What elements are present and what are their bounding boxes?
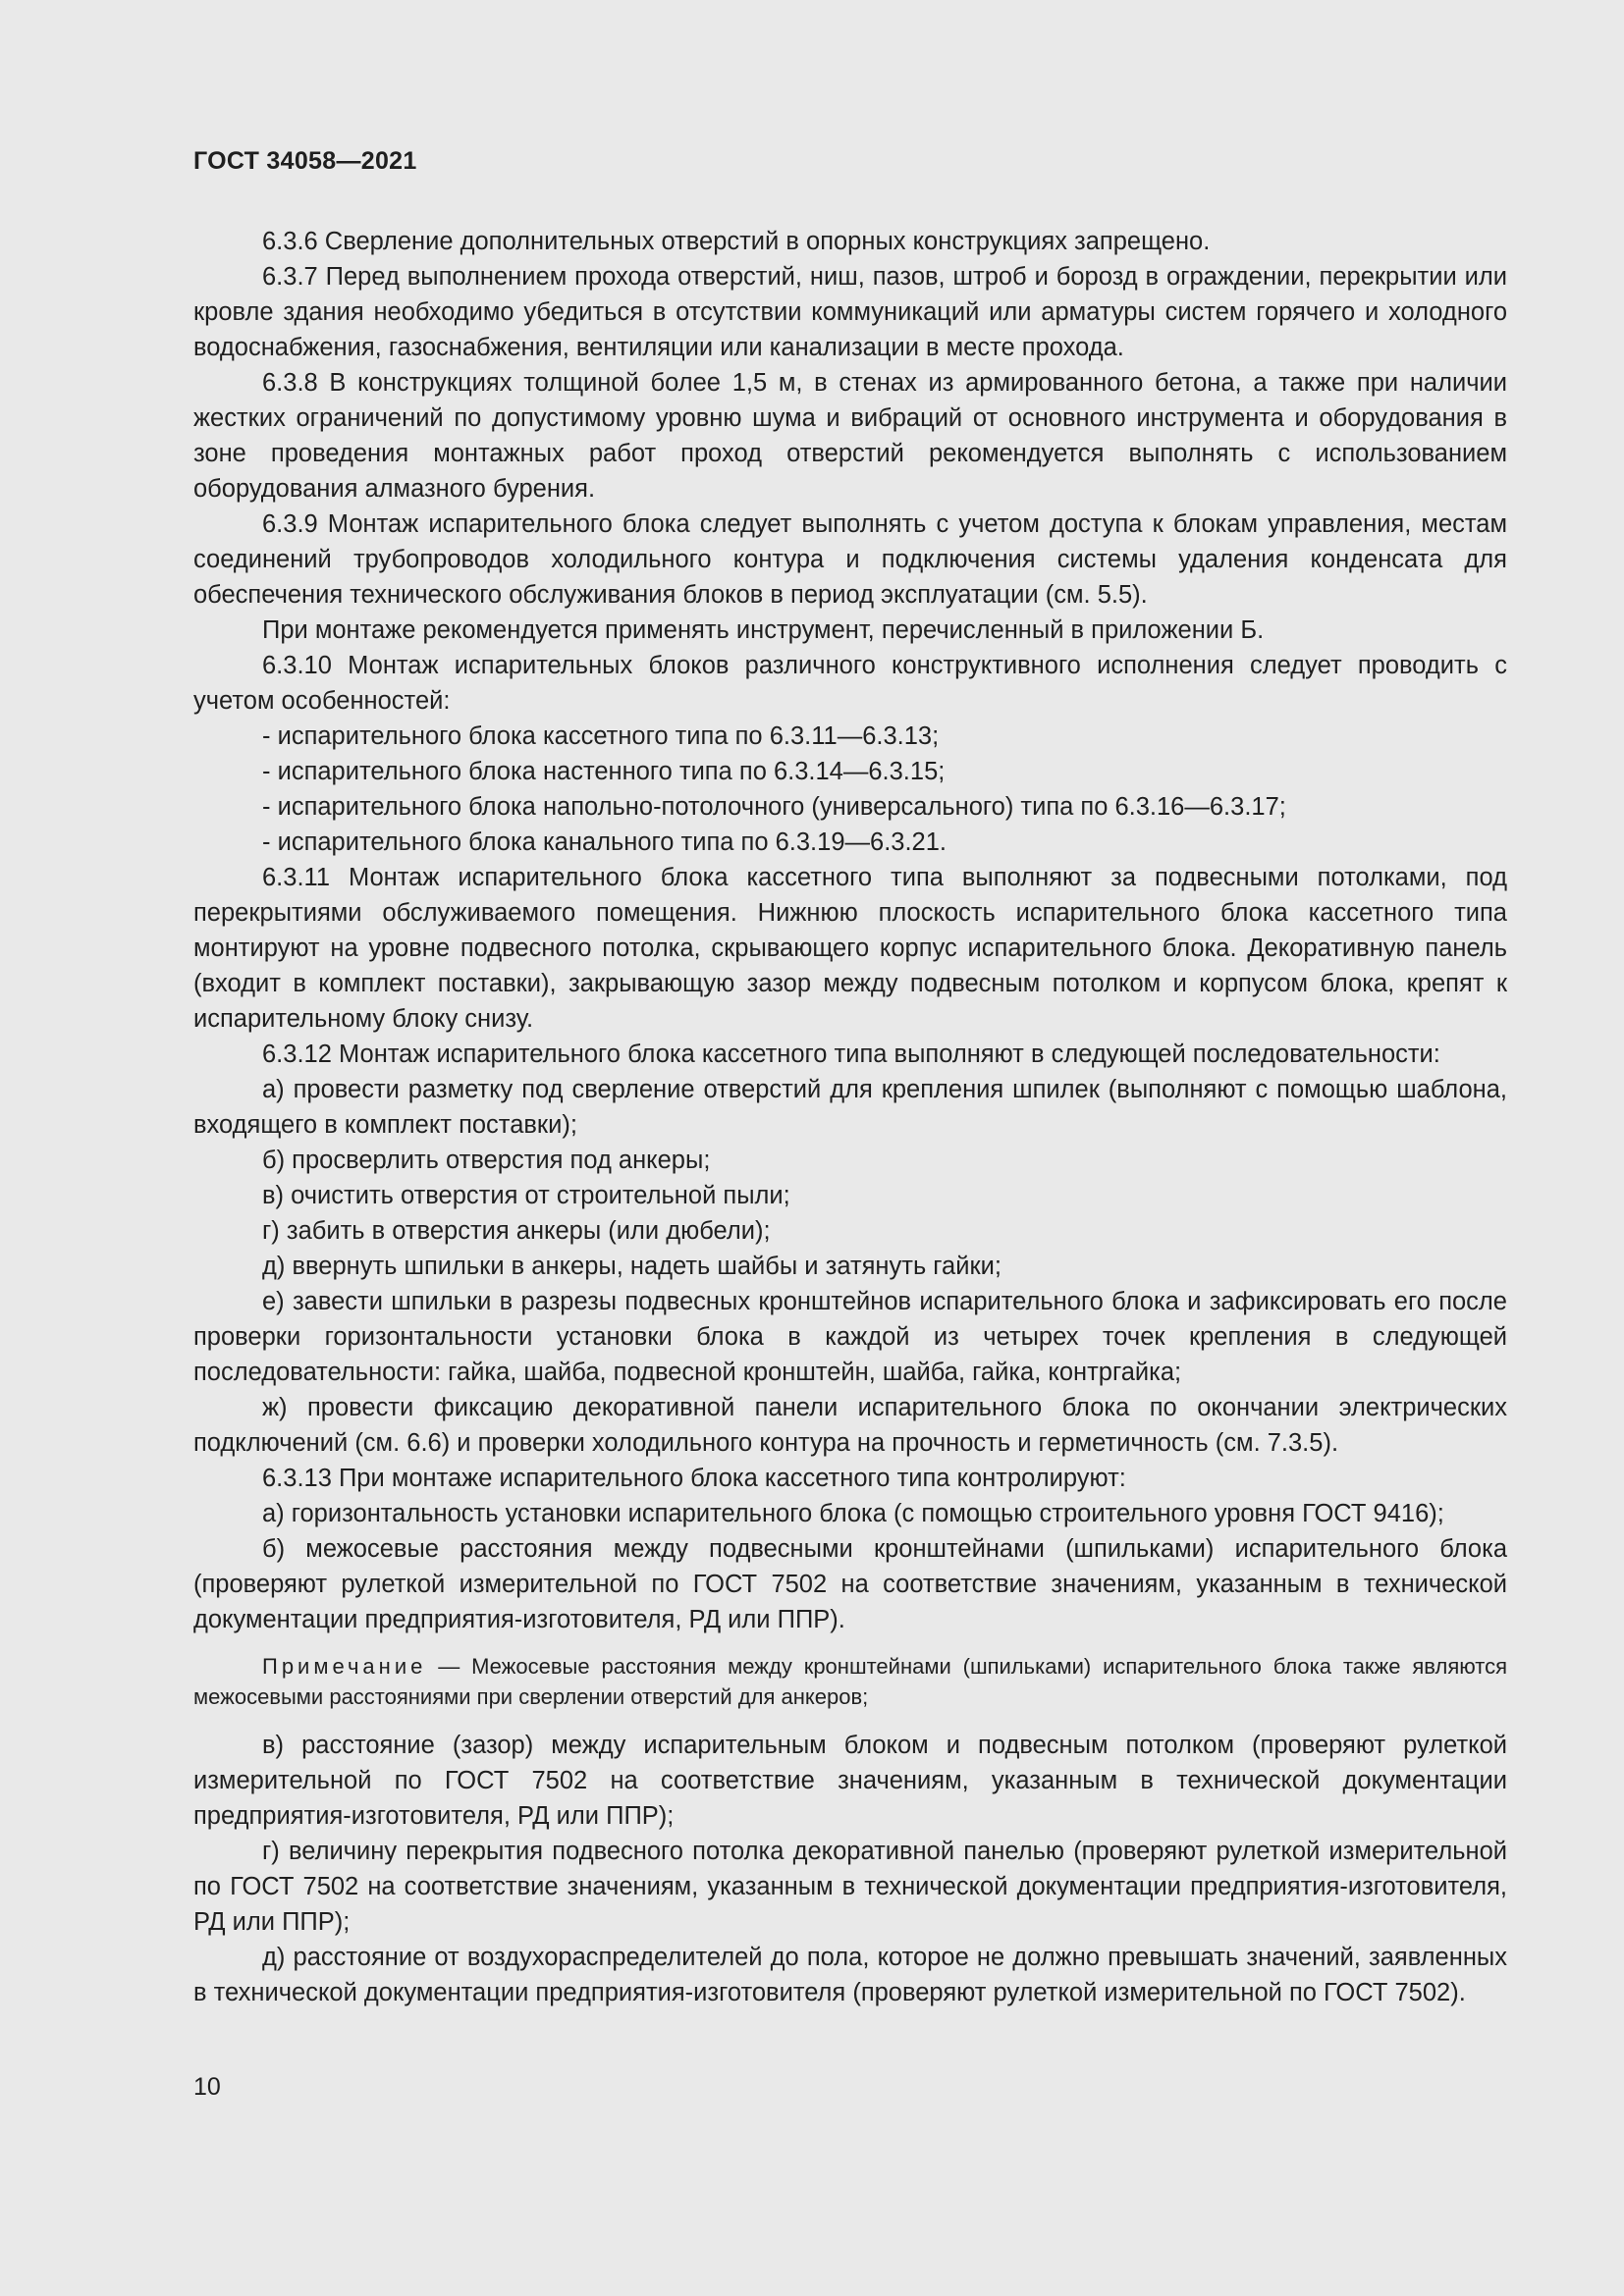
- document-body: [193, 224, 1507, 2010]
- step-zh: ж) провести фиксацию декоративной панели испарительного блока по окончании электрических подключений (см. 6.6) и проверки холодильного контура на прочность и герметичность (см. 7.3.5).: [193, 1394, 1507, 1457]
- document-code-header: ГОСТ 34058—2021: [193, 147, 417, 175]
- control-item-a: а) горизонтальность установки испарительного блока (с помощью строительного уровня ГОСТ 9416);: [262, 1500, 1444, 1527]
- control-item-b: б) межосевые расстояния между подвесными кронштейнами (шпильками) испарительного блока (проверяют рулеткой измерительной по ГОСТ 7502 на соответствие значениям, указанным в технической документации предприятия-изготовителя, РД или ППР).: [193, 1535, 1507, 1633]
- control-item-d: д) расстояние от воздухораспределителей до пола, которое не должно превышать значений, заявленных в технической документации предприятия-изготовителя (проверяют рулеткой измерительной по ГОСТ 7502).: [193, 1944, 1507, 2006]
- list-item-floor-ceiling: - испарительного блока напольно-потолочного (универсального) типа по 6.3.16—6.3.17;: [262, 793, 1286, 821]
- paragraph-6-3-13: 6.3.13 При монтаже испарительного блока кассетного типа контролируют:: [262, 1465, 1126, 1492]
- paragraph-tools-note: При монтаже рекомендуется применять инструмент, перечисленный в приложении Б.: [262, 616, 1265, 644]
- step-g: г) забить в отверстия анкеры (или дюбели);: [262, 1217, 771, 1245]
- paragraph-6-3-12: 6.3.12 Монтаж испарительного блока кассетного типа выполняют в следующей последовательности:: [262, 1041, 1440, 1068]
- list-item-cassette: - испарительного блока кассетного типа по 6.3.11—6.3.13;: [262, 722, 940, 750]
- control-item-g: г) величину перекрытия подвесного потолка декоративной панелью (проверяют рулеткой измерительной по ГОСТ 7502 на соответствие значениям, указанным в технической документации предприятия-изготовителя, РД или ППР);: [193, 1838, 1507, 1936]
- step-b: б) просверлить отверстия под анкеры;: [262, 1147, 711, 1174]
- step-a: а) провести разметку под сверление отверстий для крепления шпилек (выполняют с помощью шаблона, входящего в комплект поставки);: [193, 1076, 1507, 1139]
- paragraph-6-3-7: 6.3.7 Перед выполнением прохода отверстий, ниш, пазов, штроб и борозд в ограждении, перекрытии или кровле здания необходимо убедиться в отсутствии коммуникаций или арматуры систем горячего и холодного водоснабжения, газоснабжения, вентиляции или канализации в месте прохода.: [193, 263, 1507, 361]
- step-v: в) очистить отверстия от строительной пыли;: [262, 1182, 790, 1209]
- paragraph-6-3-8: 6.3.8 В конструкциях толщиной более 1,5 м, в стенах из армированного бетона, а также при наличии жестких ограничений по допустимому уровню шума и вибраций от основного инструмента и оборудования в зоне проведения монтажных работ проход отверстий рекомендуется выполнять с использованием оборудования алмазного бурения.: [193, 369, 1507, 503]
- paragraph-6-3-9: 6.3.9 Монтаж испарительного блока следует выполнять с учетом доступа к блокам управления, местам соединений трубопроводов холодильного контура и подключения системы удаления конденсата для обеспечения технического обслуживания блоков в период эксплуатации (см. 5.5).: [193, 510, 1507, 609]
- paragraph-6-3-11: 6.3.11 Монтаж испарительного блока кассетного типа выполняют за подвесными потолками, под перекрытиями обслуживаемого помещения. Нижнюю плоскость испарительного блока кассетного типа монтируют на уровне подвесного потолка, скрывающего корпус испарительного блока. Декоративную панель (входит в комплект поставки), закрывающую зазор между подвесным потолком и корпусом блока, крепят к испарительному блоку снизу.: [193, 864, 1507, 1033]
- note-text: — Межосевые расстояния между кронштейнами (шпильками) испарительного блока также являются межосевыми расстояниями при сверлении отверстий для анкеров;: [193, 1654, 1507, 1709]
- list-item-duct: - испарительного блока канального типа по 6.3.19—6.3.21.: [262, 828, 947, 856]
- step-e: е) завести шпильки в разрезы подвесных кронштейнов испарительного блока и зафиксировать его после проверки горизонтальности установки блока в каждой из четырех точек крепления в следующей последовательности: гайка, шайба, подвесной кронштейн, шайба, гайка, контргайка;: [193, 1288, 1507, 1386]
- list-item-wall: - испарительного блока настенного типа по 6.3.14—6.3.15;: [262, 758, 946, 785]
- paragraph-6-3-10: 6.3.10 Монтаж испарительных блоков различного конструктивного исполнения следует проводить с учетом особенностей:: [193, 652, 1507, 715]
- note-block: [193, 1651, 1507, 1712]
- paragraph-6-3-6: 6.3.6 Сверление дополнительных отверстий в опорных конструкциях запрещено.: [262, 228, 1211, 255]
- step-d: д) ввернуть шпильки в анкеры, надеть шайбы и затянуть гайки;: [262, 1253, 1001, 1280]
- page-number: 10: [193, 2073, 221, 2101]
- note-label: Примечание: [262, 1654, 427, 1679]
- control-item-v: в) расстояние (зазор) между испарительным блоком и подвесным потолком (проверяют рулеткой измерительной по ГОСТ 7502 на соответствие значениям, указанным в технической документации предприятия-изготовителя, РД или ППР);: [193, 1732, 1507, 1830]
